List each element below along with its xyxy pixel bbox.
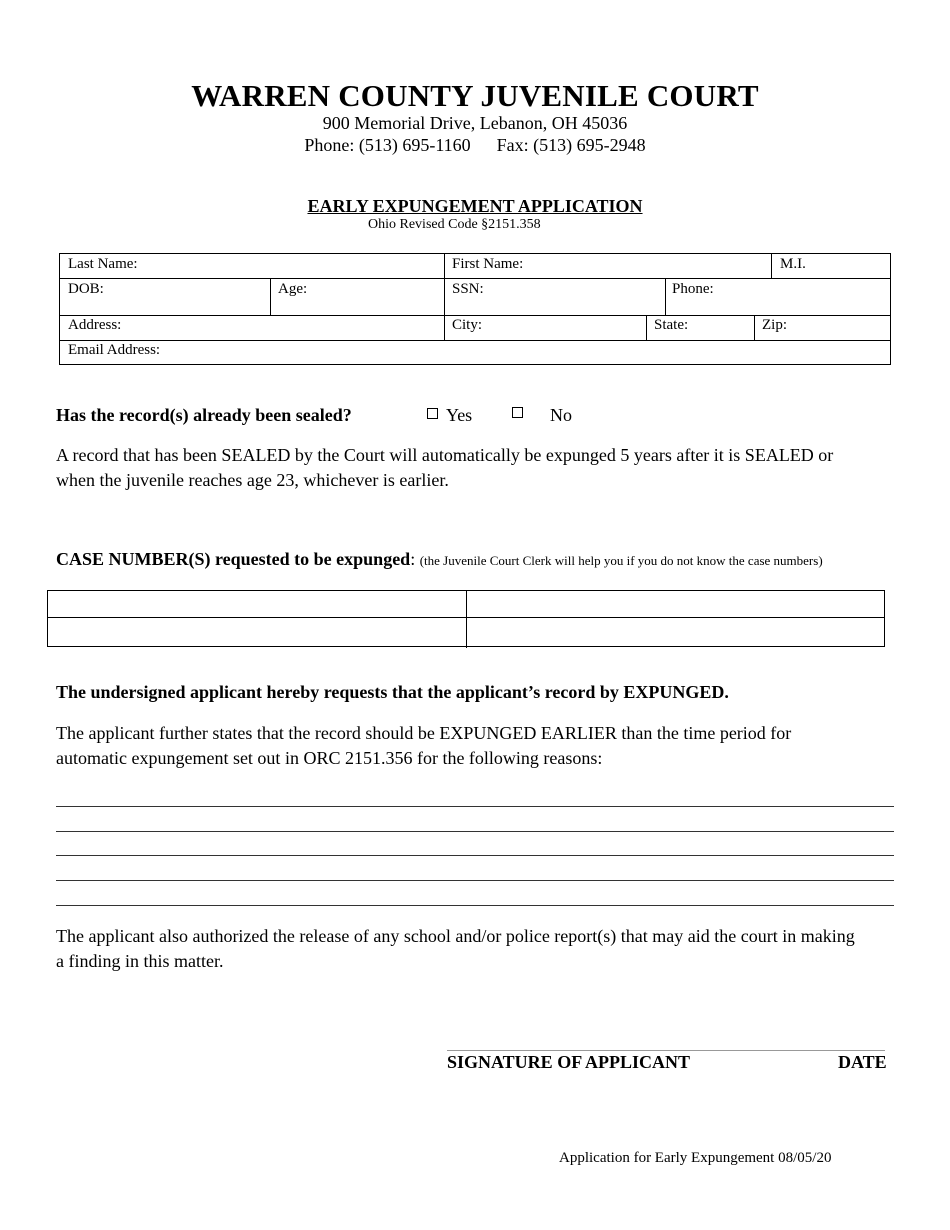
signature-label: SIGNATURE OF APPLICANT: [447, 1052, 691, 1072]
signature-line[interactable]: [447, 1050, 885, 1051]
address-field[interactable]: Address:: [68, 317, 122, 333]
reason-intro-line-2: automatic expungement set out in ORC 2151.356 for the following reasons:: [56, 748, 603, 768]
form-title: EARLY EXPUNGEMENT APPLICATION: [307, 196, 643, 216]
reason-line[interactable]: [56, 831, 894, 832]
middle-initial-field[interactable]: M.I.: [780, 256, 806, 272]
case-heading-note: (the Juvenile Court Clerk will help you if you do not know the case numbers): [419, 553, 823, 568]
date-label: DATE: [838, 1052, 887, 1072]
no-label: No: [550, 405, 572, 425]
court-phone: Phone: (513) 695-1160: [304, 135, 471, 155]
release-line-2: a finding in this matter.: [56, 951, 224, 971]
form-footer: Application for Early Expungement 08/05/20: [559, 1150, 832, 1166]
court-fax: Fax: (513) 695-2948: [496, 135, 646, 155]
sealed-note: [56, 443, 916, 493]
sealed-question: Has the record(s) already been sealed?: [56, 405, 352, 425]
release-line-1: The applicant also authorized the release of any school and/or police report(s) that may aid the court in making: [56, 926, 855, 946]
case-numbers-heading: [56, 549, 823, 570]
case-number-cell[interactable]: [48, 618, 466, 646]
form-subtitle: Ohio Revised Code §2151.358: [368, 217, 541, 232]
court-address: 900 Memorial Drive, Lebanon, OH 45036: [322, 113, 628, 133]
reason-line[interactable]: [56, 905, 894, 906]
state-field[interactable]: State:: [654, 317, 689, 333]
sealed-note-line-1: A record that has been SEALED by the Court will automatically be expunged 5 years after it is SEALED or: [56, 445, 834, 465]
reason-intro: [56, 721, 916, 771]
request-statement: The undersigned applicant hereby requests that the applicant’s record by EXPUNGED.: [56, 682, 729, 702]
case-number-cell[interactable]: [467, 591, 884, 617]
first-name-field[interactable]: First Name:: [452, 256, 524, 272]
last-name-field[interactable]: Last Name:: [68, 256, 138, 272]
release-authorization: [56, 924, 916, 974]
phone-field[interactable]: Phone:: [672, 281, 714, 297]
no-checkbox[interactable]: [512, 407, 523, 418]
case-heading-text: CASE NUMBER(S) requested to be expunged: [56, 549, 411, 569]
sealed-note-line-2: when the juvenile reaches age 23, whichever is earlier.: [56, 470, 449, 490]
applicant-info-table: [59, 253, 891, 365]
case-number-cell[interactable]: [48, 591, 466, 617]
court-name: WARREN COUNTY JUVENILE COURT: [191, 78, 759, 113]
city-field[interactable]: City:: [452, 317, 483, 333]
age-field[interactable]: Age:: [278, 281, 308, 297]
case-number-cell[interactable]: [467, 618, 884, 646]
reason-line[interactable]: [56, 855, 894, 856]
reason-line[interactable]: [56, 806, 894, 807]
reason-intro-line-1: The applicant further states that the record should be EXPUNGED EARLIER than the time period for: [56, 723, 792, 743]
reason-line[interactable]: [56, 880, 894, 881]
court-contact: [0, 135, 950, 156]
case-heading-separator: :: [410, 549, 420, 569]
yes-label: Yes: [446, 405, 473, 425]
yes-checkbox[interactable]: [427, 408, 438, 419]
ssn-field[interactable]: SSN:: [452, 281, 484, 297]
dob-field[interactable]: DOB:: [68, 281, 104, 297]
case-numbers-table: [47, 590, 885, 647]
email-field[interactable]: Email Address:: [68, 342, 161, 358]
zip-field[interactable]: Zip:: [762, 317, 787, 333]
